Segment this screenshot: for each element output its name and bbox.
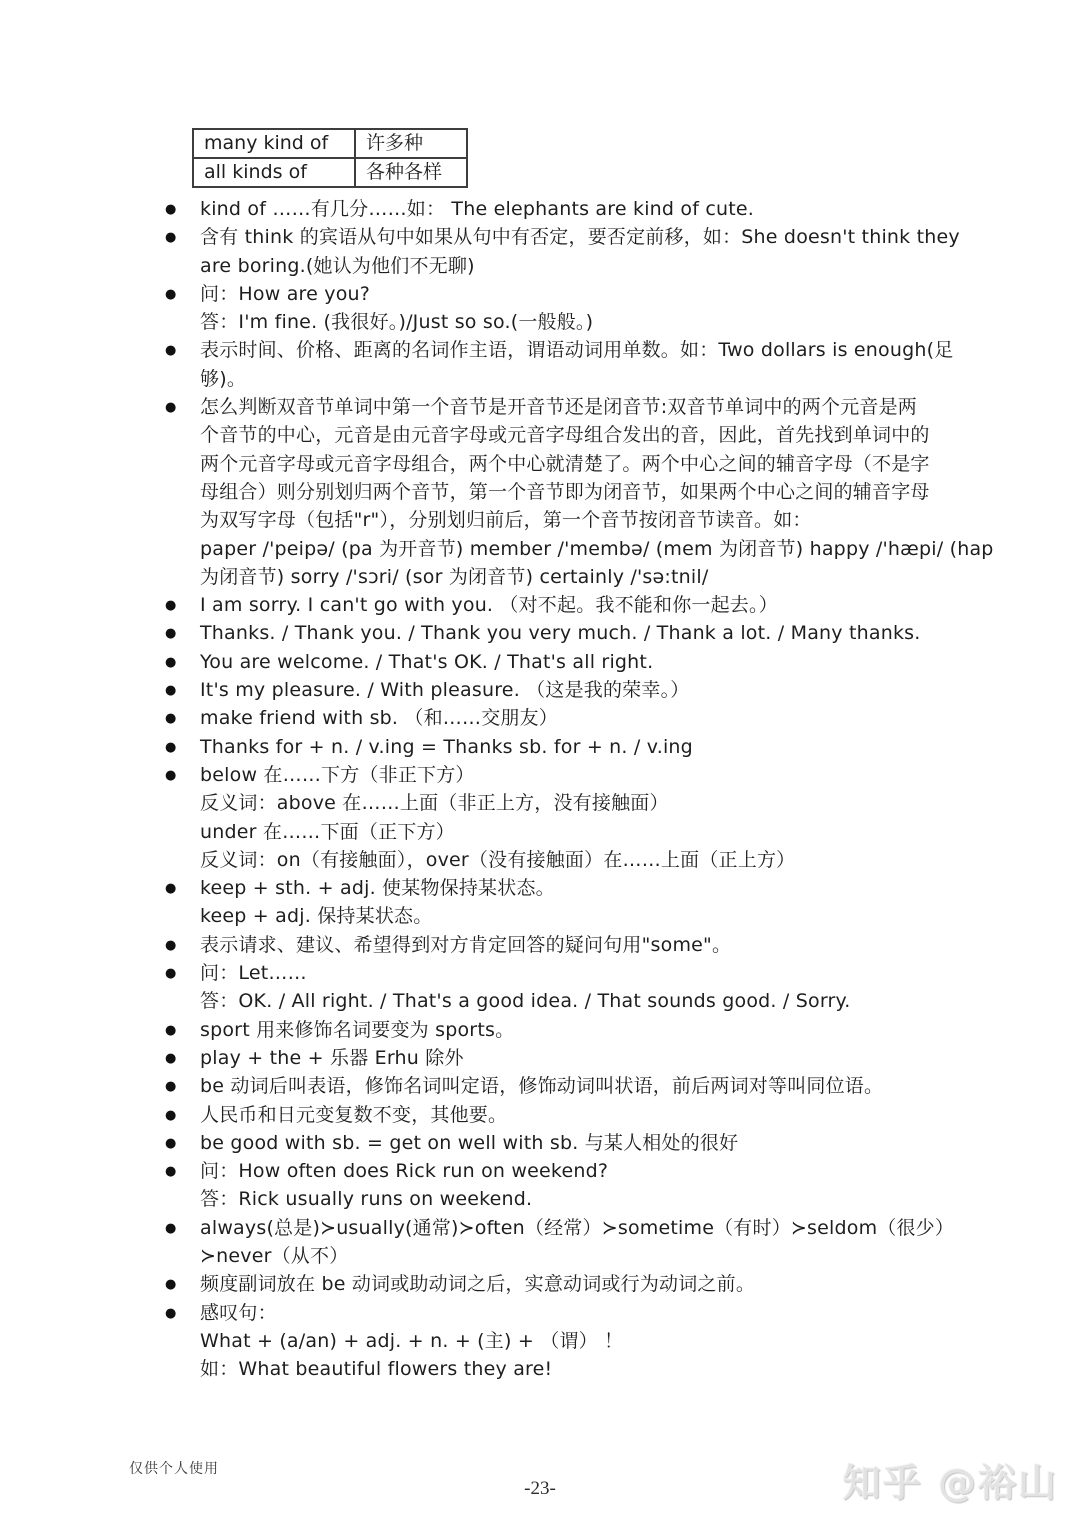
note-text: Thanks for + n. / v.ing = Thanks sb. for + n. / v.ing (200, 735, 693, 758)
note-text: 母组合）则分别划归两个音节，第一个音节即为闭音节，如果两个中心之间的辅音字母 (200, 480, 930, 503)
page-content (165, 128, 994, 1383)
zhihu-watermark: 知乎 @裕山 (842, 1461, 1058, 1505)
page-number: -23- (524, 1478, 556, 1499)
note-line (165, 761, 965, 789)
note-text: be 动词后叫表语，修饰名词叫定语，修饰动词叫状语，前后两词对等叫同位语。 (200, 1075, 884, 1098)
note-line-continuation (165, 563, 965, 591)
bullet-icon: ● (165, 286, 177, 302)
note-line (165, 1101, 965, 1129)
note-text: 为闭音节) sorry /'sɔri/ (sor 为闭音节) certainly /'sə:tnil/ (200, 565, 709, 588)
note-line-continuation (165, 1327, 965, 1355)
note-line-continuation (165, 421, 965, 449)
note-text: keep + adj. 保持某状态。 (200, 905, 433, 928)
note-text: You are welcome. / That's OK. / That's all right. (200, 650, 654, 673)
note-line (165, 1129, 965, 1157)
vocab-table-body (193, 129, 467, 187)
bullet-icon: ● (165, 1135, 177, 1151)
note-line (165, 959, 965, 987)
bullet-icon: ● (165, 654, 177, 670)
bullet-icon: ● (165, 343, 177, 359)
note-text: 答：Rick usually runs on weekend. (200, 1188, 533, 1211)
note-line (165, 1072, 965, 1100)
note-text: 感叹句： (200, 1301, 277, 1324)
bullet-icon: ● (165, 683, 177, 699)
bullet-icon: ● (165, 598, 177, 614)
bullet-icon: ● (165, 626, 177, 642)
note-text: I am sorry. I can't go with you. （对不起。我不能和你一起去。） (200, 594, 778, 617)
bullet-icon: ● (165, 1277, 177, 1293)
notes-list (165, 195, 994, 1383)
note-text: 含有 think 的宾语从句中如果从句中有否定，要否定前移，如：She doesn't think they (200, 226, 960, 249)
personal-use-note: 仅供个人使用 (129, 1462, 219, 1477)
note-line (165, 874, 965, 902)
bullet-icon: ● (165, 1050, 177, 1066)
note-line (165, 195, 965, 223)
note-line-continuation (165, 987, 965, 1015)
note-line-continuation (165, 450, 965, 478)
note-line-continuation (165, 535, 994, 563)
note-text: 问：Let…… (200, 962, 307, 985)
note-line-continuation (165, 846, 965, 874)
bullet-icon: ● (165, 711, 177, 727)
note-line-continuation (165, 1355, 965, 1383)
note-line (165, 336, 965, 364)
bullet-icon: ● (165, 937, 177, 953)
note-text: 表示时间、价格、距离的名词作主语，谓语动词用单数。如：Two dollars is enough(足 (200, 339, 954, 362)
table-cell-chinese: 许多种 (355, 129, 467, 158)
bullet-icon: ● (165, 1107, 177, 1123)
note-text: be good with sb. = get on well with sb. 与某人相处的很好 (200, 1131, 739, 1154)
table-cell-english: many kind of (193, 129, 355, 158)
bullet-icon: ● (165, 230, 177, 246)
note-text: 为双写字母（包括"r"），分别划归前后，第一个音节按闭音节读音。如： (200, 509, 812, 532)
note-line-continuation (165, 789, 965, 817)
note-line (165, 393, 965, 421)
note-text: 如：What beautiful flowers they are! (200, 1358, 553, 1381)
bullet-icon: ● (165, 202, 177, 217)
note-text: 怎么判断双音节单词中第一个音节是开音节还是闭音节:双音节单词中的两个元音是两 (200, 396, 918, 419)
note-text: Thanks. / Thank you. / Thank you very much. / Thank a lot. / Many thanks. (200, 622, 921, 645)
note-text: 问：How often does Rick run on weekend? (200, 1160, 609, 1183)
note-line-continuation (165, 478, 965, 506)
note-line (165, 676, 965, 704)
note-text: below 在……下方（非正下方） (200, 763, 475, 786)
note-line (165, 931, 965, 959)
note-text: 答：OK. / All right. / That's a good idea. / That sounds good. / Sorry. (200, 990, 851, 1013)
note-line (165, 223, 965, 251)
bullet-icon: ● (165, 1305, 177, 1321)
note-line-continuation (165, 308, 965, 336)
bullet-icon: ● (165, 1220, 177, 1236)
note-line (165, 1157, 965, 1185)
note-line-continuation (165, 1242, 965, 1270)
note-text: What + (a/an) + adj. + n. + (主) + （谓） ！ (200, 1329, 624, 1352)
note-line (165, 1299, 965, 1327)
bullet-icon: ● (165, 1164, 177, 1180)
note-text: 个音节的中心，元音是由元音字母或元音字母组合发出的音，因此，首先找到单词中的 (200, 424, 930, 447)
bullet-icon: ● (165, 881, 177, 897)
note-text: sport 用来修饰名词要变为 sports。 (200, 1018, 515, 1041)
note-text: ≻never（从不） (200, 1244, 349, 1267)
note-text: 频度副词放在 be 动词或助动词之后，实意动词或行为动词之前。 (200, 1273, 756, 1296)
note-text: It's my pleasure. / With pleasure. （这是我的荣幸。） (200, 679, 690, 702)
note-text: play + the + 乐器 Erhu 除外 (200, 1046, 464, 1069)
note-line (165, 280, 965, 308)
note-text: 两个元音字母或元音字母组合，两个中心就清楚了。两个中心之间的辅音字母（不是字 (200, 452, 930, 475)
note-text: under 在……下面（正下方） (200, 820, 455, 843)
note-text: 够)。 (200, 367, 247, 390)
note-line (165, 1270, 965, 1298)
note-line (165, 648, 965, 676)
note-text: 反义词：above 在……上面（非正上方，没有接触面） (200, 792, 669, 815)
note-line-continuation (165, 1185, 965, 1213)
note-text: 问：How are you? (200, 282, 371, 305)
note-text: 人民币和日元变复数不变，其他要。 (200, 1103, 508, 1126)
note-line (165, 704, 965, 732)
note-line (165, 733, 965, 761)
vocab-table (192, 128, 468, 188)
bullet-icon: ● (165, 400, 177, 416)
note-text: 表示请求、建议、希望得到对方肯定回答的疑问句用"some"。 (200, 933, 732, 956)
note-text: 答：I'm fine. (我很好。)/Just so so.(一般般。) (200, 311, 594, 334)
note-line-continuation (165, 252, 965, 280)
note-line (165, 619, 965, 647)
bullet-icon: ● (165, 1079, 177, 1095)
bullet-icon: ● (165, 966, 177, 982)
note-text: are boring.(她认为他们不无聊) (200, 254, 475, 277)
bullet-icon: ● (165, 1022, 177, 1038)
note-line-continuation (165, 902, 965, 930)
note-line-continuation (165, 365, 965, 393)
note-line (165, 1214, 965, 1242)
note-text: paper /'peipə/ (pa 为开音节) member /'membə/ (mem 为闭音节) happy /'hæpi/ (hap (200, 537, 994, 560)
note-line-continuation (165, 506, 965, 534)
note-text: 反义词：on（有接触面），over（没有接触面）在……上面（正上方） (200, 848, 796, 871)
note-line (165, 591, 965, 619)
note-text: kind of ……有几分……如： The elephants are kind of cute. (200, 198, 755, 220)
table-cell-chinese: 各种各样 (355, 158, 467, 187)
note-line (165, 1044, 965, 1072)
note-text: keep + sth. + adj. 使某物保持某状态。 (200, 877, 555, 900)
table-row (193, 129, 467, 158)
note-text: always(总是)≻usually(通常)≻often（经常）≻sometime（有时）≻seldom（很少） (200, 1216, 955, 1239)
table-cell-english: all kinds of (193, 158, 355, 187)
table-row (193, 158, 467, 187)
note-line (165, 1016, 965, 1044)
bullet-icon: ● (165, 767, 177, 783)
note-line-continuation (165, 818, 965, 846)
note-text: make friend with sb. （和……交朋友） (200, 707, 559, 730)
bullet-icon: ● (165, 739, 177, 755)
